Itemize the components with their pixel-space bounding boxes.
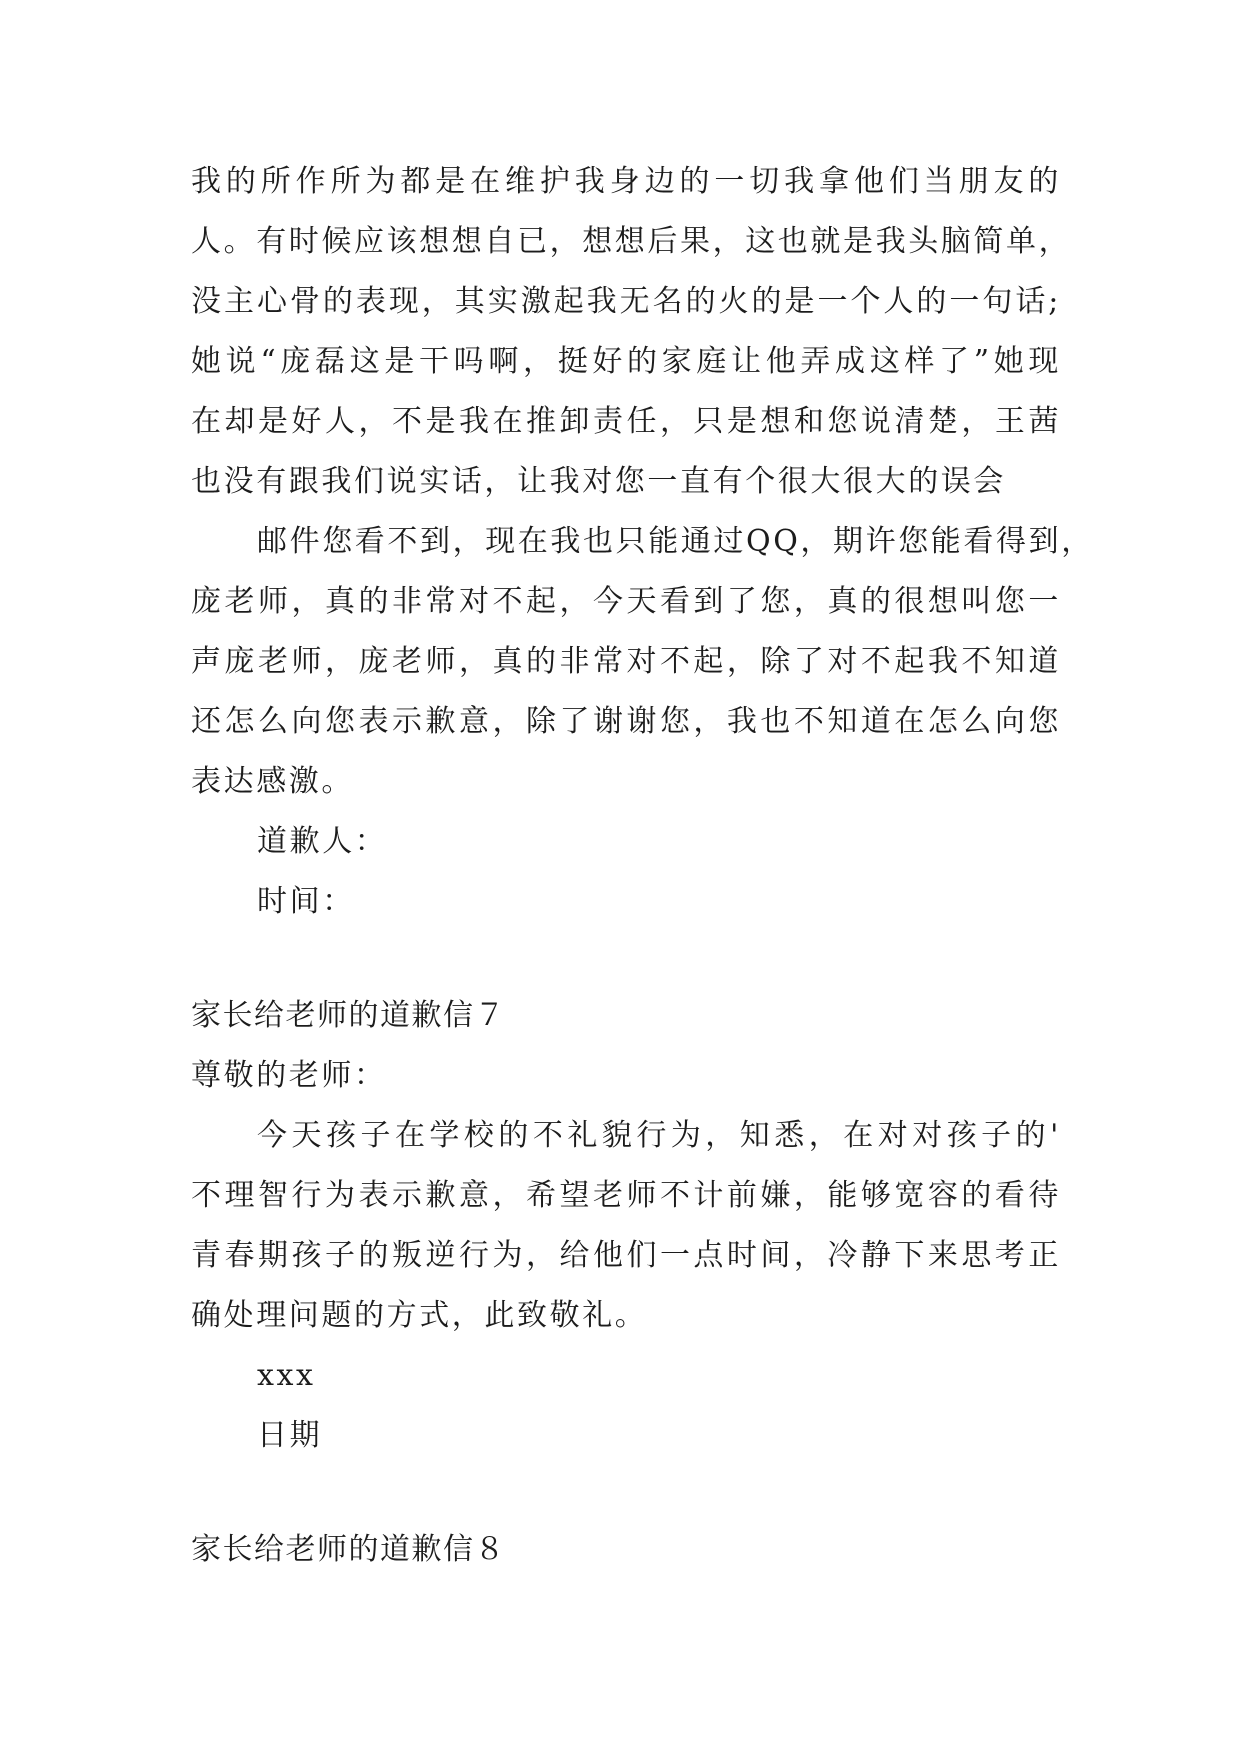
letter-title: 家长给老师的道歉信７ bbox=[191, 998, 506, 1033]
signature: xxx bbox=[257, 1358, 316, 1393]
signer-label: 道歉人： bbox=[257, 824, 388, 859]
date-label: 日期 bbox=[257, 1418, 323, 1453]
time-label: 时间： bbox=[257, 884, 355, 919]
paragraph-line: 还怎么向您表示歉意，除了谢谢您，我也不知道在怎么向您 bbox=[191, 704, 1061, 739]
paragraph-line: 没主心骨的表现，其实激起我无名的火的是一个人的一句话; bbox=[191, 284, 1061, 319]
paragraph-line: 不理智行为表示歉意，希望老师不计前嫌，能够宽容的看待 bbox=[191, 1178, 1061, 1213]
paragraph-line: 她说“庞磊这是干吗啊，挺好的家庭让他弄成这样了”她现 bbox=[191, 344, 1061, 379]
salutation: 尊敬的老师： bbox=[191, 1058, 387, 1093]
paragraph-line: 也没有跟我们说实话，让我对您一直有个很大很大的误会 bbox=[191, 464, 1006, 499]
paragraph-line: 人。有时候应该想想自已，想想后果，这也就是我头脑简单， bbox=[191, 224, 1072, 259]
paragraph-line: 邮件您看不到，现在我也只能通过QQ，期许您能看得到， bbox=[257, 524, 1094, 559]
paragraph-line: 在却是好人，不是我在推卸责任，只是想和您说清楚，王茜 bbox=[191, 404, 1061, 439]
paragraph-line: 表达感激。 bbox=[191, 764, 354, 799]
paragraph-line: 声庞老师，庞老师，真的非常对不起，除了对不起我不知道 bbox=[191, 644, 1061, 679]
letter-title: 家长给老师的道歉信８ bbox=[191, 1532, 506, 1567]
paragraph-line: 确处理问题的方式，此致敬礼。 bbox=[191, 1298, 648, 1333]
paragraph-line: 青春期孩子的叛逆行为，给他们一点时间，冷静下来思考正 bbox=[191, 1238, 1061, 1273]
paragraph-line: 庞老师，真的非常对不起，今天看到了您，真的很想叫您一 bbox=[191, 584, 1061, 619]
paragraph-line: 今天孩子在学校的不礼貌行为，知悉，在对对孩子的' bbox=[257, 1118, 1061, 1153]
paragraph-line: 我的所作所为都是在维护我身边的一切我拿他们当朋友的 bbox=[191, 164, 1061, 199]
